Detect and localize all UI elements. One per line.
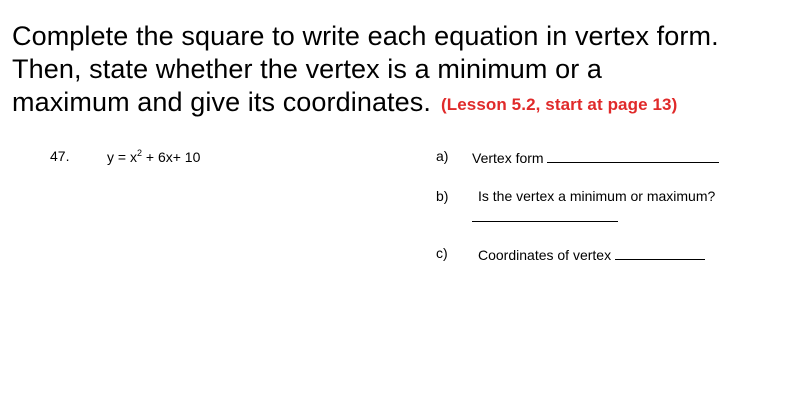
equation-exponent: 2: [136, 148, 142, 158]
part-b-letter: b): [436, 188, 449, 204]
part-b-prompt: Is the vertex a minimum or maximum?: [478, 188, 716, 204]
lesson-reference: (Lesson 5.2, start at page 13): [440, 95, 678, 114]
problem-equation: [107, 148, 200, 165]
part-c-prompt-text: Coordinates of vertex: [478, 247, 612, 263]
instructions-line-2: Then, state whether the vertex is a minimum or a: [12, 54, 603, 84]
part-a-prompt-text: Vertex form: [472, 150, 544, 166]
instructions-heading: [12, 20, 792, 122]
problem-number: 47.: [50, 148, 70, 164]
instructions-line-3: [12, 86, 792, 122]
part-a-letter: a): [436, 148, 449, 164]
equation-right: + 6x+ 10: [141, 149, 201, 165]
coordinates-answer-blank[interactable]: [615, 245, 705, 260]
part-c-prompt: [478, 245, 705, 263]
part-c-letter: c): [436, 245, 448, 261]
instructions-line-1: Complete the square to write each equation in vertex form.: [12, 21, 719, 51]
vertex-form-answer-blank[interactable]: [547, 148, 719, 163]
min-max-answer-blank[interactable]: [472, 207, 618, 222]
equation-left: y = x: [107, 149, 137, 165]
part-a-prompt: [472, 148, 719, 166]
min-max-answer-blank-row: [472, 207, 618, 225]
instructions-line-3-text: maximum and give its coordinates.: [12, 87, 431, 117]
